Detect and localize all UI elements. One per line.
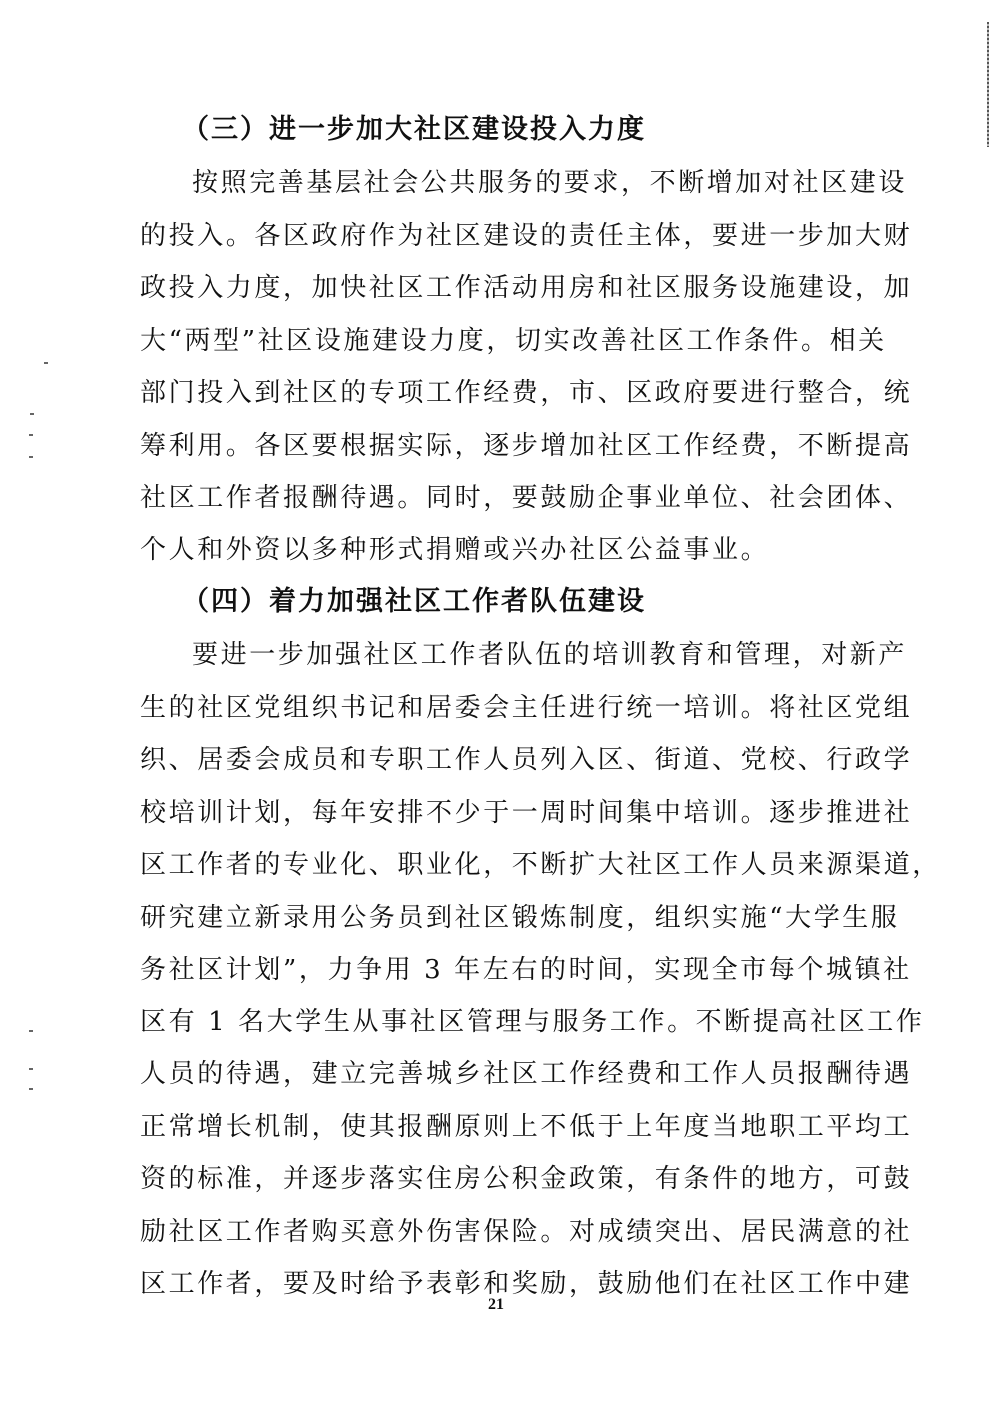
- paragraph-line: 区有 1 名大学生从事社区管理与服务工作。不断提高社区工作: [140, 1007, 925, 1037]
- paragraph-line: 织、居委会成员和专职工作人员列入区、街道、党校、行政学: [140, 745, 913, 775]
- paragraph-line: 校培训计划，每年安排不少于一周时间集中培训。逐步推进社: [140, 798, 913, 828]
- paragraph-line: 部门投入到社区的专项工作经费，市、区政府要进行整合，统: [140, 378, 913, 408]
- paragraph-line: 研究建立新录用公务员到社区锻炼制度，组织实施“大学生服: [140, 903, 900, 933]
- paragraph-line: 政投入力度，加快社区工作活动用房和社区服务设施建设，加: [140, 273, 913, 303]
- scan-margin-mark: [29, 1088, 33, 1090]
- paragraph-line: 区工作者的专业化、职业化，不断扩大社区工作人员来源渠道，: [140, 850, 941, 880]
- paragraph-line: 社区工作者报酬待遇。同时，要鼓励企事业单位、社会团体、: [140, 483, 913, 513]
- scan-margin-mark: [30, 413, 34, 415]
- page-number: 21: [488, 1296, 504, 1313]
- paragraph-line: 个人和外资以多种形式捐赠或兴办社区公益事业。: [140, 535, 770, 565]
- paragraph-line: 的投入。各区政府作为社区建设的责任主体，要进一步加大财: [140, 221, 913, 251]
- scan-margin-mark: [29, 434, 33, 436]
- paragraph-line: 务社区计划”，力争用 3 年左右的时间，实现全市每个城镇社: [140, 955, 912, 985]
- section-heading-3: （三）进一步加大社区建设投入力度: [182, 114, 646, 145]
- paragraph-line: 要进一步加强社区工作者队伍的培训教育和管理，对新产: [192, 640, 908, 670]
- paragraph-line: 按照完善基层社会公共服务的要求，不断增加对社区建设: [192, 168, 908, 198]
- scan-margin-mark: [29, 1030, 33, 1032]
- paragraph-line: 区工作者，要及时给予表彰和奖励，鼓励他们在社区工作中建: [140, 1269, 913, 1299]
- paragraph-line: 励社区工作者购买意外伤害保险。对成绩突出、居民满意的社: [140, 1217, 913, 1247]
- paragraph-line: 生的社区党组织书记和居委会主任进行统一培训。将社区党组: [140, 693, 913, 723]
- paragraph-line: 大“两型”社区设施建设力度，切实改善社区工作条件。相关: [140, 326, 887, 356]
- scan-edge-mark: [987, 22, 989, 147]
- paragraph-line: 人员的待遇，建立完善城乡社区工作经费和工作人员报酬待遇: [140, 1059, 913, 1089]
- paragraph-line: 资的标准，并逐步落实住房公积金政策，有条件的地方，可鼓: [140, 1164, 913, 1194]
- scan-margin-mark: [29, 456, 33, 458]
- paragraph-line: 筹利用。各区要根据实际，逐步增加社区工作经费，不断提高: [140, 431, 913, 461]
- scan-margin-mark: [29, 1068, 33, 1070]
- scan-margin-mark: [44, 362, 48, 364]
- paragraph-line: 正常增长机制，使其报酬原则上不低于上年度当地职工平均工: [140, 1112, 913, 1142]
- section-heading-4: （四）着力加强社区工作者队伍建设: [182, 586, 646, 617]
